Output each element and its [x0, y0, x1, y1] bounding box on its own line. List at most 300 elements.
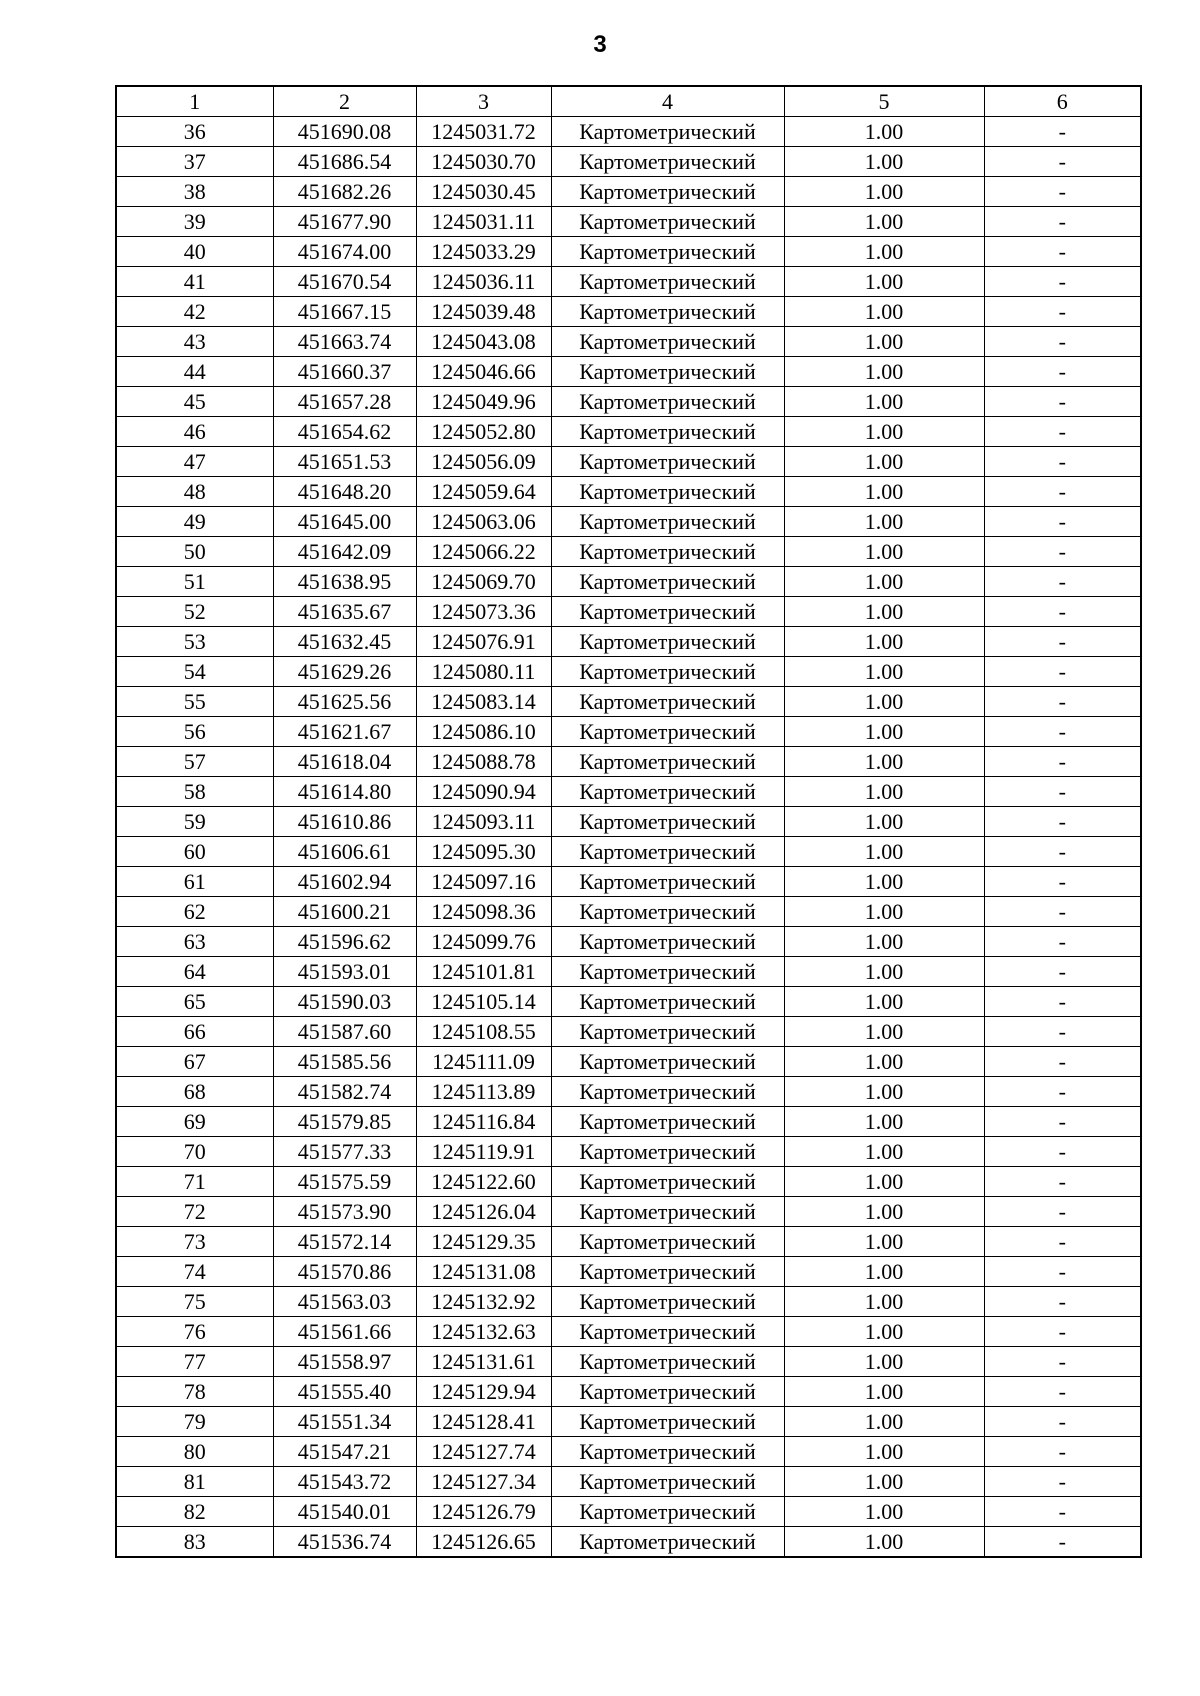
column-header: 2: [273, 86, 416, 117]
coordinates-table: [115, 85, 1142, 1558]
x-coordinate-cell: 451677.90: [273, 207, 416, 237]
point-number-cell: 46: [116, 417, 273, 447]
description-cell: -: [984, 807, 1141, 837]
accuracy-cell: 1.00: [784, 1017, 984, 1047]
point-number-cell: 66: [116, 1017, 273, 1047]
method-cell: Картометрический: [551, 477, 784, 507]
column-header: 6: [984, 86, 1141, 117]
accuracy-cell: 1.00: [784, 747, 984, 777]
column-header: 4: [551, 86, 784, 117]
table-row: [116, 1407, 1141, 1437]
description-cell: -: [984, 567, 1141, 597]
y-coordinate-cell: 1245131.61: [416, 1347, 551, 1377]
column-header: 3: [416, 86, 551, 117]
point-number-cell: 40: [116, 237, 273, 267]
method-cell: Картометрический: [551, 387, 784, 417]
point-number-cell: 72: [116, 1197, 273, 1227]
x-coordinate-cell: 451645.00: [273, 507, 416, 537]
point-number-cell: 74: [116, 1257, 273, 1287]
description-cell: -: [984, 987, 1141, 1017]
accuracy-cell: 1.00: [784, 1317, 984, 1347]
point-number-cell: 47: [116, 447, 273, 477]
accuracy-cell: 1.00: [784, 177, 984, 207]
x-coordinate-cell: 451663.74: [273, 327, 416, 357]
accuracy-cell: 1.00: [784, 627, 984, 657]
accuracy-cell: 1.00: [784, 1137, 984, 1167]
table-row: [116, 567, 1141, 597]
y-coordinate-cell: 1245069.70: [416, 567, 551, 597]
y-coordinate-cell: 1245056.09: [416, 447, 551, 477]
method-cell: Картометрический: [551, 237, 784, 267]
description-cell: -: [984, 1497, 1141, 1527]
method-cell: Картометрический: [551, 567, 784, 597]
method-cell: Картометрический: [551, 1527, 784, 1558]
y-coordinate-cell: 1245099.76: [416, 927, 551, 957]
point-number-cell: 48: [116, 477, 273, 507]
accuracy-cell: 1.00: [784, 687, 984, 717]
description-cell: -: [984, 267, 1141, 297]
table-row: [116, 1467, 1141, 1497]
y-coordinate-cell: 1245083.14: [416, 687, 551, 717]
accuracy-cell: 1.00: [784, 657, 984, 687]
accuracy-cell: 1.00: [784, 1227, 984, 1257]
table-row: [116, 837, 1141, 867]
y-coordinate-cell: 1245030.70: [416, 147, 551, 177]
point-number-cell: 55: [116, 687, 273, 717]
point-number-cell: 52: [116, 597, 273, 627]
y-coordinate-cell: 1245030.45: [416, 177, 551, 207]
point-number-cell: 59: [116, 807, 273, 837]
method-cell: Картометрический: [551, 1107, 784, 1137]
point-number-cell: 56: [116, 717, 273, 747]
point-number-cell: 70: [116, 1137, 273, 1167]
y-coordinate-cell: 1245043.08: [416, 327, 551, 357]
table-row: [116, 1197, 1141, 1227]
method-cell: Картометрический: [551, 207, 784, 237]
table-row: [116, 897, 1141, 927]
x-coordinate-cell: 451573.90: [273, 1197, 416, 1227]
accuracy-cell: 1.00: [784, 1077, 984, 1107]
table-row: [116, 597, 1141, 627]
description-cell: -: [984, 1347, 1141, 1377]
x-coordinate-cell: 451686.54: [273, 147, 416, 177]
table-row: [116, 1527, 1141, 1558]
description-cell: -: [984, 657, 1141, 687]
point-number-cell: 38: [116, 177, 273, 207]
description-cell: -: [984, 1527, 1141, 1558]
x-coordinate-cell: 451629.26: [273, 657, 416, 687]
method-cell: Картометрический: [551, 597, 784, 627]
x-coordinate-cell: 451682.26: [273, 177, 416, 207]
description-cell: -: [984, 1317, 1141, 1347]
y-coordinate-cell: 1245131.08: [416, 1257, 551, 1287]
method-cell: Картометрический: [551, 1317, 784, 1347]
table-row: [116, 1047, 1141, 1077]
x-coordinate-cell: 451585.56: [273, 1047, 416, 1077]
description-cell: -: [984, 1377, 1141, 1407]
method-cell: Картометрический: [551, 807, 784, 837]
method-cell: Картометрический: [551, 1287, 784, 1317]
table-row: [116, 1017, 1141, 1047]
x-coordinate-cell: 451587.60: [273, 1017, 416, 1047]
description-cell: -: [984, 1047, 1141, 1077]
x-coordinate-cell: 451600.21: [273, 897, 416, 927]
accuracy-cell: 1.00: [784, 927, 984, 957]
point-number-cell: 57: [116, 747, 273, 777]
table-row: [116, 327, 1141, 357]
description-cell: -: [984, 1437, 1141, 1467]
description-cell: -: [984, 687, 1141, 717]
method-cell: Картометрический: [551, 537, 784, 567]
method-cell: Картометрический: [551, 1437, 784, 1467]
table-row: [116, 867, 1141, 897]
accuracy-cell: 1.00: [784, 957, 984, 987]
x-coordinate-cell: 451651.53: [273, 447, 416, 477]
method-cell: Картометрический: [551, 777, 784, 807]
method-cell: Картометрический: [551, 1497, 784, 1527]
method-cell: Картометрический: [551, 837, 784, 867]
description-cell: -: [984, 1227, 1141, 1257]
table-body: [116, 117, 1141, 1558]
x-coordinate-cell: 451590.03: [273, 987, 416, 1017]
description-cell: -: [984, 1107, 1141, 1137]
accuracy-cell: 1.00: [784, 537, 984, 567]
description-cell: -: [984, 717, 1141, 747]
table-row: [116, 927, 1141, 957]
y-coordinate-cell: 1245101.81: [416, 957, 551, 987]
y-coordinate-cell: 1245097.16: [416, 867, 551, 897]
point-number-cell: 63: [116, 927, 273, 957]
method-cell: Картометрический: [551, 1167, 784, 1197]
description-cell: -: [984, 357, 1141, 387]
x-coordinate-cell: 451582.74: [273, 1077, 416, 1107]
table-row: [116, 237, 1141, 267]
table-row: [116, 1107, 1141, 1137]
point-number-cell: 83: [116, 1527, 273, 1558]
column-header: 5: [784, 86, 984, 117]
accuracy-cell: 1.00: [784, 1107, 984, 1137]
x-coordinate-cell: 451602.94: [273, 867, 416, 897]
point-number-cell: 75: [116, 1287, 273, 1317]
x-coordinate-cell: 451657.28: [273, 387, 416, 417]
description-cell: -: [984, 147, 1141, 177]
method-cell: Картометрический: [551, 417, 784, 447]
y-coordinate-cell: 1245113.89: [416, 1077, 551, 1107]
method-cell: Картометрический: [551, 177, 784, 207]
method-cell: Картометрический: [551, 627, 784, 657]
point-number-cell: 68: [116, 1077, 273, 1107]
table-row: [116, 1257, 1141, 1287]
description-cell: -: [984, 1077, 1141, 1107]
y-coordinate-cell: 1245066.22: [416, 537, 551, 567]
description-cell: -: [984, 1287, 1141, 1317]
point-number-cell: 73: [116, 1227, 273, 1257]
y-coordinate-cell: 1245126.65: [416, 1527, 551, 1558]
method-cell: Картометрический: [551, 447, 784, 477]
y-coordinate-cell: 1245108.55: [416, 1017, 551, 1047]
method-cell: Картометрический: [551, 117, 784, 147]
accuracy-cell: 1.00: [784, 1287, 984, 1317]
x-coordinate-cell: 451606.61: [273, 837, 416, 867]
description-cell: -: [984, 747, 1141, 777]
y-coordinate-cell: 1245116.84: [416, 1107, 551, 1137]
y-coordinate-cell: 1245039.48: [416, 297, 551, 327]
y-coordinate-cell: 1245049.96: [416, 387, 551, 417]
y-coordinate-cell: 1245132.92: [416, 1287, 551, 1317]
table-row: [116, 447, 1141, 477]
table-header-row: [116, 86, 1141, 117]
description-cell: -: [984, 297, 1141, 327]
accuracy-cell: 1.00: [784, 237, 984, 267]
x-coordinate-cell: 451570.86: [273, 1257, 416, 1287]
method-cell: Картометрический: [551, 1017, 784, 1047]
y-coordinate-cell: 1245080.11: [416, 657, 551, 687]
x-coordinate-cell: 451690.08: [273, 117, 416, 147]
accuracy-cell: 1.00: [784, 327, 984, 357]
y-coordinate-cell: 1245033.29: [416, 237, 551, 267]
accuracy-cell: 1.00: [784, 507, 984, 537]
point-number-cell: 37: [116, 147, 273, 177]
point-number-cell: 36: [116, 117, 273, 147]
x-coordinate-cell: 451618.04: [273, 747, 416, 777]
y-coordinate-cell: 1245119.91: [416, 1137, 551, 1167]
accuracy-cell: 1.00: [784, 207, 984, 237]
description-cell: -: [984, 387, 1141, 417]
accuracy-cell: 1.00: [784, 267, 984, 297]
point-number-cell: 50: [116, 537, 273, 567]
x-coordinate-cell: 451674.00: [273, 237, 416, 267]
point-number-cell: 78: [116, 1377, 273, 1407]
x-coordinate-cell: 451536.74: [273, 1527, 416, 1558]
table-row: [116, 1497, 1141, 1527]
x-coordinate-cell: 451625.56: [273, 687, 416, 717]
point-number-cell: 61: [116, 867, 273, 897]
method-cell: Картометрический: [551, 717, 784, 747]
description-cell: -: [984, 117, 1141, 147]
description-cell: -: [984, 1257, 1141, 1287]
y-coordinate-cell: 1245126.04: [416, 1197, 551, 1227]
accuracy-cell: 1.00: [784, 777, 984, 807]
y-coordinate-cell: 1245128.41: [416, 1407, 551, 1437]
description-cell: -: [984, 957, 1141, 987]
x-coordinate-cell: 451621.67: [273, 717, 416, 747]
y-coordinate-cell: 1245031.72: [416, 117, 551, 147]
description-cell: -: [984, 327, 1141, 357]
y-coordinate-cell: 1245095.30: [416, 837, 551, 867]
y-coordinate-cell: 1245036.11: [416, 267, 551, 297]
accuracy-cell: 1.00: [784, 477, 984, 507]
accuracy-cell: 1.00: [784, 1467, 984, 1497]
point-number-cell: 82: [116, 1497, 273, 1527]
method-cell: Картометрический: [551, 687, 784, 717]
accuracy-cell: 1.00: [784, 417, 984, 447]
point-number-cell: 81: [116, 1467, 273, 1497]
table-row: [116, 1347, 1141, 1377]
accuracy-cell: 1.00: [784, 1197, 984, 1227]
point-number-cell: 71: [116, 1167, 273, 1197]
accuracy-cell: 1.00: [784, 1377, 984, 1407]
method-cell: Картометрический: [551, 1467, 784, 1497]
description-cell: -: [984, 897, 1141, 927]
table-row: [116, 417, 1141, 447]
x-coordinate-cell: 451551.34: [273, 1407, 416, 1437]
point-number-cell: 54: [116, 657, 273, 687]
table-row: [116, 627, 1141, 657]
y-coordinate-cell: 1245093.11: [416, 807, 551, 837]
description-cell: -: [984, 927, 1141, 957]
point-number-cell: 44: [116, 357, 273, 387]
point-number-cell: 62: [116, 897, 273, 927]
accuracy-cell: 1.00: [784, 897, 984, 927]
table-row: [116, 807, 1141, 837]
y-coordinate-cell: 1245098.36: [416, 897, 551, 927]
x-coordinate-cell: 451555.40: [273, 1377, 416, 1407]
accuracy-cell: 1.00: [784, 837, 984, 867]
point-number-cell: 53: [116, 627, 273, 657]
method-cell: Картометрический: [551, 1047, 784, 1077]
x-coordinate-cell: 451654.62: [273, 417, 416, 447]
table-row: [116, 207, 1141, 237]
x-coordinate-cell: 451563.03: [273, 1287, 416, 1317]
point-number-cell: 51: [116, 567, 273, 597]
x-coordinate-cell: 451596.62: [273, 927, 416, 957]
description-cell: -: [984, 537, 1141, 567]
table-row: [116, 1287, 1141, 1317]
x-coordinate-cell: 451543.72: [273, 1467, 416, 1497]
x-coordinate-cell: 451547.21: [273, 1437, 416, 1467]
point-number-cell: 80: [116, 1437, 273, 1467]
point-number-cell: 76: [116, 1317, 273, 1347]
table-row: [116, 1377, 1141, 1407]
description-cell: -: [984, 507, 1141, 537]
y-coordinate-cell: 1245046.66: [416, 357, 551, 387]
table-row: [116, 1227, 1141, 1257]
method-cell: Картометрический: [551, 957, 784, 987]
y-coordinate-cell: 1245076.91: [416, 627, 551, 657]
x-coordinate-cell: 451667.15: [273, 297, 416, 327]
y-coordinate-cell: 1245127.34: [416, 1467, 551, 1497]
description-cell: -: [984, 1407, 1141, 1437]
method-cell: Картометрический: [551, 927, 784, 957]
y-coordinate-cell: 1245059.64: [416, 477, 551, 507]
y-coordinate-cell: 1245129.35: [416, 1227, 551, 1257]
accuracy-cell: 1.00: [784, 1167, 984, 1197]
table-row: [116, 1077, 1141, 1107]
y-coordinate-cell: 1245063.06: [416, 507, 551, 537]
method-cell: Картометрический: [551, 987, 784, 1017]
accuracy-cell: 1.00: [784, 717, 984, 747]
description-cell: -: [984, 1017, 1141, 1047]
method-cell: Картометрический: [551, 297, 784, 327]
table-row: [116, 1437, 1141, 1467]
y-coordinate-cell: 1245127.74: [416, 1437, 551, 1467]
table-row: [116, 957, 1141, 987]
point-number-cell: 67: [116, 1047, 273, 1077]
table-row: [116, 717, 1141, 747]
point-number-cell: 77: [116, 1347, 273, 1377]
accuracy-cell: 1.00: [784, 147, 984, 177]
point-number-cell: 43: [116, 327, 273, 357]
accuracy-cell: 1.00: [784, 117, 984, 147]
point-number-cell: 64: [116, 957, 273, 987]
point-number-cell: 65: [116, 987, 273, 1017]
table-row: [116, 177, 1141, 207]
description-cell: -: [984, 1197, 1141, 1227]
description-cell: -: [984, 447, 1141, 477]
table-row: [116, 687, 1141, 717]
x-coordinate-cell: 451561.66: [273, 1317, 416, 1347]
x-coordinate-cell: 451632.45: [273, 627, 416, 657]
method-cell: Картометрический: [551, 327, 784, 357]
y-coordinate-cell: 1245132.63: [416, 1317, 551, 1347]
x-coordinate-cell: 451579.85: [273, 1107, 416, 1137]
x-coordinate-cell: 451642.09: [273, 537, 416, 567]
method-cell: Картометрический: [551, 1227, 784, 1257]
x-coordinate-cell: 451610.86: [273, 807, 416, 837]
table-row: [116, 777, 1141, 807]
description-cell: -: [984, 207, 1141, 237]
point-number-cell: 42: [116, 297, 273, 327]
method-cell: Картометрический: [551, 657, 784, 687]
table-row: [116, 1167, 1141, 1197]
accuracy-cell: 1.00: [784, 447, 984, 477]
x-coordinate-cell: 451577.33: [273, 1137, 416, 1167]
accuracy-cell: 1.00: [784, 867, 984, 897]
column-header: 1: [116, 86, 273, 117]
point-number-cell: 60: [116, 837, 273, 867]
method-cell: Картометрический: [551, 357, 784, 387]
method-cell: Картометрический: [551, 1407, 784, 1437]
x-coordinate-cell: 451635.67: [273, 597, 416, 627]
method-cell: Картометрический: [551, 267, 784, 297]
method-cell: Картометрический: [551, 147, 784, 177]
method-cell: Картометрический: [551, 1377, 784, 1407]
method-cell: Картометрический: [551, 1137, 784, 1167]
x-coordinate-cell: 451593.01: [273, 957, 416, 987]
accuracy-cell: 1.00: [784, 987, 984, 1017]
method-cell: Картометрический: [551, 1347, 784, 1377]
description-cell: -: [984, 1137, 1141, 1167]
x-coordinate-cell: 451648.20: [273, 477, 416, 507]
accuracy-cell: 1.00: [784, 1257, 984, 1287]
point-number-cell: 69: [116, 1107, 273, 1137]
method-cell: Картометрический: [551, 747, 784, 777]
method-cell: Картометрический: [551, 1257, 784, 1287]
description-cell: -: [984, 627, 1141, 657]
y-coordinate-cell: 1245086.10: [416, 717, 551, 747]
accuracy-cell: 1.00: [784, 387, 984, 417]
table-row: [116, 387, 1141, 417]
accuracy-cell: 1.00: [784, 1047, 984, 1077]
accuracy-cell: 1.00: [784, 597, 984, 627]
y-coordinate-cell: 1245122.60: [416, 1167, 551, 1197]
table-row: [116, 657, 1141, 687]
point-number-cell: 45: [116, 387, 273, 417]
description-cell: -: [984, 597, 1141, 627]
table-row: [116, 117, 1141, 147]
accuracy-cell: 1.00: [784, 1497, 984, 1527]
table-row: [116, 147, 1141, 177]
description-cell: -: [984, 867, 1141, 897]
accuracy-cell: 1.00: [784, 567, 984, 597]
method-cell: Картометрический: [551, 897, 784, 927]
x-coordinate-cell: 451572.14: [273, 1227, 416, 1257]
x-coordinate-cell: 451558.97: [273, 1347, 416, 1377]
table-row: [116, 747, 1141, 777]
description-cell: -: [984, 237, 1141, 267]
x-coordinate-cell: 451660.37: [273, 357, 416, 387]
table-row: [116, 1137, 1141, 1167]
